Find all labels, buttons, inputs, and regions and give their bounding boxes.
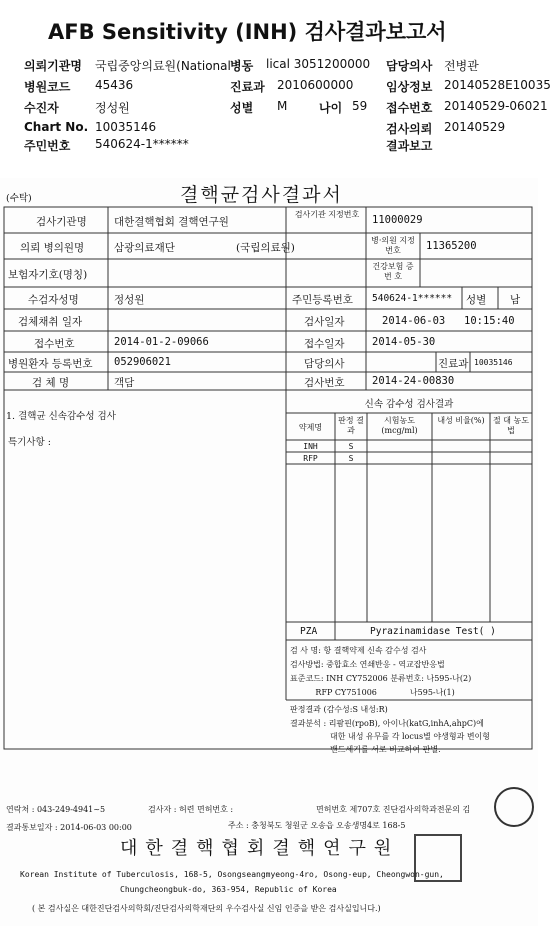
col-result: 판정 결과 <box>338 416 364 435</box>
col-drug: 약제명 <box>298 423 323 432</box>
drug-inh: INH <box>303 442 318 451</box>
value-examinee-name: 정성원 <box>114 294 145 306</box>
analysis-line-2: 대한 내성 유무를 각 locus별 야생형과 변이형 <box>330 732 491 741</box>
analysis-line-1: 결과분석 : 리팜핀(rpoB), 아이나(katG,inhA,ahpC)에 <box>290 719 484 728</box>
method-line-1: 검 사 명: 항 결핵약제 신속 감수성 검사 <box>290 646 427 655</box>
value-requesting-hospital: 삼광의료재단 <box>114 242 175 254</box>
footer-report-date: 결과통보일자 : 2014-06-03 00:00 <box>6 823 132 832</box>
value-patient-reg-no: 052906021 <box>114 356 171 368</box>
label-insurer: 보험자기호(명칭) <box>8 269 88 281</box>
col-concentration: 시험농도 (mcg/ml) <box>381 416 418 435</box>
label-rrn: 주민등록번호 <box>292 294 353 306</box>
label-attending-doctor: 담당의사 <box>304 358 345 370</box>
label-hospital-code: 병원코드 <box>24 80 71 94</box>
value-chart-no: 10035146 <box>95 120 157 134</box>
value-institution-code: 11000029 <box>372 214 423 226</box>
label-patient: 수진자 <box>24 101 59 115</box>
value-patient: 정성원 <box>95 101 130 115</box>
label-clinical-info: 임상정보 <box>386 80 433 94</box>
label-test-request: 검사의뢰 <box>386 122 433 136</box>
label-requesting-hospital: 의뢰 병의원명 <box>20 242 85 254</box>
value-test-time: 10:15:40 <box>464 315 515 327</box>
result-inh: S <box>348 442 354 451</box>
value-sex-form: 남 <box>510 294 521 306</box>
special-notes-label: 특기사항 : <box>8 437 51 448</box>
method-line-3: 표준코드: INH CY752006 분류번호: 나595-나(2) <box>290 674 472 683</box>
result-rfp: S <box>348 454 354 463</box>
label-resident-no: 주민번호 <box>24 139 71 153</box>
method-line-2: 검사방법: 중합효소 연쇄반응 - 역교잡반응법 <box>290 660 445 669</box>
value-rrn: 540624-1****** <box>372 293 453 304</box>
label-test-institution: 검사기관명 <box>36 216 87 228</box>
col-absolute-method: 절 대 농도법 <box>493 416 529 435</box>
value-hospital-designation: 11365200 <box>426 240 477 252</box>
pza-label: PZA <box>300 626 318 637</box>
label-receipt-date: 접수일자 <box>304 338 345 350</box>
value-age: 59 <box>352 99 368 113</box>
footer-license: 면허번호 제707호 진단검사의학과전문의 김 <box>316 805 471 814</box>
institute-name-ko: 대한결핵협회결핵연구원 <box>120 838 400 859</box>
label-test-date: 검사일자 <box>304 316 345 328</box>
label-examinee-name: 수검자성명 <box>28 294 79 306</box>
value-clinical-info: 20140528E10035 <box>444 78 551 92</box>
analysis-line-3: 밴드세기를 서로 비교하여 판별. <box>330 745 441 754</box>
scan-title: 결핵균검사결과서 <box>180 184 343 206</box>
value-test-institution: 대한결핵협회 결핵연구원 <box>114 216 229 228</box>
value-clinic-dept: 10035146 <box>474 358 513 367</box>
label-doctor: 담당의사 <box>386 59 433 73</box>
judgement-line: 판정결과 (감수성:S 내성:R) <box>290 705 388 714</box>
label-insurance-no: 건강보험 증 번 호 <box>372 262 414 281</box>
certification-note: ( 본 검사실은 대한진단검사의학회/진단검사의학재단의 우수검사실 신임 인증을 받은 검사실입니다.) <box>32 904 381 913</box>
value-test-number: 2014-24-00830 <box>372 375 455 387</box>
value-test-request: 20140529 <box>444 120 506 134</box>
label-age: 나이 <box>319 101 343 115</box>
footer-address: 주소 : 충청북도 청원군 오송읍 오송생명4로 168-5 <box>228 821 406 830</box>
value-hospital-extra: (국립의료원) <box>236 242 295 254</box>
value-resident-no: 540624-1****** <box>95 137 189 151</box>
label-sample-date: 검체채취 일자 <box>18 316 83 328</box>
report-title: AFB Sensitivity (INH) 검사결과보고서 <box>48 20 447 44</box>
label-receipt-number: 접수번호 <box>34 338 75 350</box>
drug-rfp: RFP <box>303 454 318 463</box>
rapid-result-title: 신속 감수성 검사결과 <box>364 399 454 410</box>
label-receipt-no: 접수번호 <box>386 101 433 115</box>
institute-address-en-1: Korean Institute of Tuberculosis, 168-5, Osongseangmyeong-4ro, Osong-eup, Cheongwon-gun, <box>20 870 444 879</box>
label-chart-no: Chart No. <box>24 120 89 134</box>
label-result-report: 결과보고 <box>386 139 433 153</box>
consignment-label: (수탁) <box>6 193 32 204</box>
official-seal-icon <box>494 787 534 827</box>
label-patient-reg-no: 병원환자 등록번호 <box>8 358 93 370</box>
value-specimen: 객담 <box>114 377 135 389</box>
label-test-number: 검사번호 <box>304 377 345 389</box>
test-item: 1. 결핵균 신속감수성 검사 <box>6 411 116 422</box>
label-requesting-org: 의뢰기관명 <box>24 59 82 73</box>
label-institution-code: 검사기관 지정번호 <box>294 210 360 219</box>
value-receipt-number: 2014-01-2-09066 <box>114 336 209 348</box>
label-sex: 성별 <box>230 101 254 115</box>
label-clinic-dept: 진료과 <box>438 358 469 370</box>
col-resistance-ratio: 내성 비율(%) <box>437 416 485 425</box>
value-sex: M <box>277 99 288 113</box>
label-specimen: 검 체 명 <box>32 377 70 389</box>
value-department: 2010600000 <box>277 78 354 92</box>
label-ward: 병동 <box>230 59 254 73</box>
label-hospital-designation: 병·의원 지정번호 <box>371 236 415 255</box>
pza-test: Pyrazinamidase Test( ) <box>370 626 496 637</box>
value-test-date: 2014-06-03 <box>382 315 446 327</box>
method-line-4: RFP CY751006 나595-나(1) <box>290 688 455 697</box>
value-doctor: 전병관 <box>444 59 479 73</box>
value-requesting-org: 국립중앙의료원(National <box>95 59 231 73</box>
value-receipt-date: 2014-05-30 <box>372 336 436 348</box>
value-hospital-code: 45436 <box>95 78 134 92</box>
label-sex-form: 성별 <box>466 294 487 306</box>
institute-address-en-2: Chungcheongbuk-do, 363-954, Republic of Korea <box>120 885 337 894</box>
value-ward: lical 3051200000 <box>266 57 371 71</box>
value-receipt-no: 20140529-06021 <box>444 99 548 113</box>
footer-contact: 연락처 : 043-249-4941~5 <box>6 805 106 814</box>
label-department: 진료과 <box>230 80 265 94</box>
footer-tester: 검사자 : 허련 면허번호 : <box>148 805 234 814</box>
